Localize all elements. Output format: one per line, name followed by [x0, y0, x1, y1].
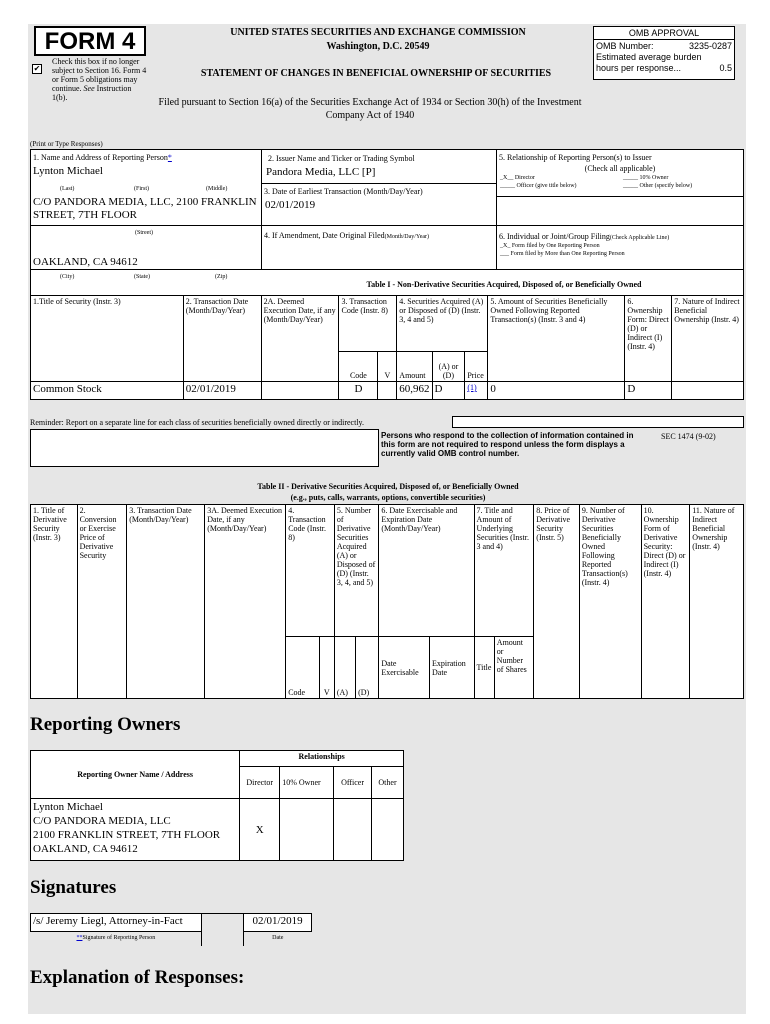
- t2-h-d: (D): [356, 637, 379, 699]
- t1-v: [378, 382, 397, 400]
- t2-h-a: (A): [334, 637, 355, 699]
- box3-label: 3. Date of Earliest Transaction (Month/Day/Year): [264, 187, 423, 196]
- form-title: FORM 4: [34, 26, 146, 56]
- t2-h-subtitle: Title: [474, 637, 494, 699]
- t1-h-deemed: 2A. Deemed Execution Date, if any (Month/Day/Year): [261, 296, 339, 382]
- t1-h-title: 1.Title of Security (Instr. 3): [31, 296, 184, 382]
- box5-sub: (Check all applicable): [584, 164, 656, 173]
- issuer-name: Pandora Media, LLC [P]: [266, 166, 376, 178]
- ro-director-mark: X: [240, 799, 280, 861]
- table1-title: Table I - Non-Derivative Securities Acquired, Disposed of, or Beneficially Owned: [366, 280, 642, 289]
- t1-date: 02/01/2019: [183, 382, 261, 400]
- t1-h-code: 3. Transaction Code (Instr. 8): [339, 296, 397, 352]
- ro-owner-line: 2100 FRANKLIN STREET, 7TH FLOOR: [33, 829, 221, 841]
- form-page: [28, 24, 746, 1014]
- ro-ten-pct: 10% Owner: [280, 767, 334, 799]
- table1: [30, 295, 744, 400]
- omb-approval-box: [593, 26, 735, 80]
- t1-h-price: Price: [465, 352, 488, 382]
- table2-subtitle: (e.g., puts, calls, warrants, options, convertible securities): [290, 493, 486, 502]
- last-label: (Last): [60, 186, 75, 192]
- t1-amount: 60,962: [397, 382, 432, 400]
- t1-code: D: [339, 382, 378, 400]
- ro-director: Director: [240, 767, 280, 799]
- omb-title: OMB APPROVAL: [594, 27, 734, 40]
- middle-label: (Middle): [206, 186, 228, 192]
- t2-h-title: 1. Title of Derivative Security (Instr. 3): [31, 505, 78, 699]
- t1-h-date: 2. Transaction Date (Month/Day/Year): [183, 296, 261, 382]
- t2-h-nature: 11. Nature of Indirect Beneficial Ownership (Instr. 4): [690, 505, 744, 699]
- t1-form: D: [625, 382, 672, 400]
- reporting-person-city: OAKLAND, CA 94612: [33, 256, 138, 268]
- box4-label: 4. If Amendment, Date Original Filed(Month/Day/Year): [264, 231, 430, 240]
- relationship-other: _____ Other (specify below): [623, 183, 693, 189]
- t2-h-price: 8. Price of Derivative Security (Instr. 5): [534, 505, 580, 699]
- state-label: (State): [134, 274, 150, 280]
- t1-h-aord: (A) or (D): [432, 352, 465, 382]
- street-label: (Street): [135, 230, 153, 236]
- reporting-person-name: Lynton Michael: [33, 165, 103, 177]
- signatures-heading: Signatures: [30, 877, 117, 898]
- city-label: (City): [60, 274, 75, 280]
- earliest-transaction-date: 02/01/2019: [265, 199, 316, 211]
- t1-h-securities: 4. Securities Acquired (A) or Disposed of (D) (Instr. 3, 4 and 5): [397, 296, 488, 352]
- ro-owner-line: OAKLAND, CA 94612: [33, 843, 138, 855]
- no-longer-subject-checkbox[interactable]: ✔: [33, 64, 41, 73]
- box2-label: 2. Issuer Name and Ticker or Trading Symbol: [268, 154, 415, 163]
- zip-label: (Zip): [215, 274, 228, 280]
- t2-h-deemed: 3A. Deemed Execution Date, if any (Month/Day/Year): [205, 505, 286, 699]
- persons-notice: Persons who respond to the collection of information contained in this form are not required to respond unless the form displays a currently valid OMB control number.: [381, 431, 634, 458]
- t1-h-code-sub: Code: [339, 352, 378, 382]
- omb-number-value: 3235-0287: [688, 41, 732, 51]
- persons-left-box: [30, 429, 379, 467]
- t2-h-code-sub: Code: [286, 637, 319, 699]
- reporting-person-address: C/O PANDORA MEDIA, LLC, 2100 FRANKLIN STREET, 7TH FLOOR: [33, 196, 257, 221]
- t2-h-underlying: 7. Title and Amount of Underlying Securities (Instr. 3 and 4): [474, 505, 534, 637]
- sec-code: SEC 1474 (9-02): [661, 432, 716, 441]
- box6-label: 6. Individual or Joint/Group Filing(Check Applicable Line): [499, 232, 670, 241]
- t1-owned: 0: [488, 382, 625, 400]
- relationship-officer: _____ Officer (give title below): [500, 183, 577, 189]
- box1-star-link[interactable]: *: [167, 153, 172, 162]
- t2-h-date-ex: Date Exercisable: [379, 637, 430, 699]
- table2: [30, 504, 744, 699]
- omb-burden-label: Estimated average burden: [596, 52, 702, 62]
- t1-nature: [672, 382, 744, 400]
- signatures-table: [30, 913, 312, 946]
- signature-stars-link[interactable]: **: [76, 935, 83, 941]
- check-note-see: See: [83, 84, 95, 93]
- signer-name: /s/ Jeremy Liegl, Attorney-in-Fact: [31, 914, 202, 932]
- t2-h-exp: Expiration Date: [429, 637, 474, 699]
- t1-h-ownership-form: 6. Ownership Form: Direct (D) or Indirect (I) (Instr. 4): [625, 296, 672, 382]
- statement-title: STATEMENT OF CHANGES IN BENEFICIAL OWNERSHIP OF SECURITIES: [200, 68, 552, 79]
- filing-opt1: _X_ Form filed by One Reporting Person: [500, 243, 600, 249]
- t2-h-exercisable: 6. Date Exercisable and Expiration Date (Month/Day/Year): [379, 505, 474, 637]
- reporting-owners-heading: Reporting Owners: [30, 714, 181, 735]
- t1-title: Common Stock: [31, 382, 184, 400]
- omb-hours-value: 0.5: [719, 63, 732, 73]
- t2-h-v: V: [319, 637, 334, 699]
- signature-date: 02/01/2019: [244, 914, 312, 932]
- t2-h-ownership-form: 10. Ownership Form of Derivative Security: Direct (D) or Indirect (I) (Instr. 4): [641, 505, 690, 699]
- t1-h-v: V: [378, 352, 397, 382]
- t1-aord: D: [432, 382, 465, 400]
- omb-number-label: OMB Number:: [596, 41, 654, 51]
- t1-h-nature: 7. Nature of Indirect Beneficial Ownership (Instr. 4): [672, 296, 744, 382]
- ro-owner-cell: [31, 799, 240, 861]
- table-row: [31, 799, 404, 861]
- filed-pursuant: Filed pursuant to Section 16(a) of the Securities Exchange Act of 1934 or Section 30(h) of the Investment Company Act of 1940: [158, 97, 582, 121]
- agency-name: UNITED STATES SECURITIES AND EXCHANGE COMMISSION: [230, 27, 526, 38]
- ro-owner-line: C/O PANDORA MEDIA, LLC: [33, 815, 171, 827]
- t1-deemed: [261, 382, 339, 400]
- t2-h-number-owned: 9. Number of Derivative Securities Beneficially Owned Following Reported Transaction(s) (Instr. 4): [579, 505, 641, 699]
- t2-h-conversion: 2. Conversion or Exercise Price of Derivative Security: [77, 505, 127, 699]
- check-note-instruction: Instruction 1(b).: [52, 84, 132, 102]
- t2-h-date: 3. Transaction Date (Month/Day/Year): [127, 505, 205, 699]
- relationship-ten-pct: _____ 10% Owner: [623, 175, 669, 181]
- table-row: [31, 382, 744, 400]
- reporting-owners-table: [30, 750, 404, 861]
- ro-other: Other: [372, 767, 404, 799]
- box1-label: 1. Name and Address of Reporting Person*: [33, 153, 172, 162]
- first-label: (First): [134, 186, 149, 192]
- agency-city: Washington, D.C. 20549: [326, 41, 430, 52]
- t1-h-amount: Amount: [397, 352, 432, 382]
- t2-h-amount: Amount or Number of Shares: [494, 637, 533, 699]
- ro-officer: Officer: [334, 767, 372, 799]
- ro-relationships: Relationships: [240, 751, 404, 767]
- footnote-1-link[interactable]: (1): [467, 383, 477, 392]
- t1-h-amount-owned: 5. Amount of Securities Beneficially Owned Following Reported Transaction(s) (Instr. 3 and 4): [488, 296, 625, 382]
- explanation-heading: Explanation of Responses:: [30, 967, 245, 988]
- relationship-director: _X__ Director: [500, 175, 535, 181]
- reminder-text: Reminder: Report on a separate line for each class of securities beneficially owned directly or indirectly.: [30, 418, 365, 427]
- signature-label: **Signature of Reporting Person: [76, 935, 156, 941]
- print-type-note: (Print or Type Responses): [30, 140, 103, 148]
- date-label: Date: [272, 935, 284, 941]
- reminder-box: [452, 416, 744, 428]
- ro-name-header: Reporting Owner Name / Address: [31, 751, 240, 799]
- t2-h-code: 4. Transaction Code (Instr. 8): [286, 505, 335, 637]
- t2-h-number: 5. Number of Derivative Securities Acquired (A) or Disposed of (D) (Instr. 3, 4, and 5): [334, 505, 379, 637]
- filing-opt2: ___ Form filed by More than One Reporting Person: [500, 251, 625, 257]
- ro-owner-line: Lynton Michael: [33, 801, 103, 813]
- table2-title: Table II - Derivative Securities Acquired, Disposed of, or Beneficially Owned: [257, 482, 519, 491]
- omb-hours-label: hours per response...: [596, 63, 682, 73]
- check-note: Check this box if no longer subject to Section 16. Form 4 or Form 5 obligations may continue. See Instruction 1(b).: [52, 57, 147, 102]
- box5-label: 5. Relationship of Reporting Person(s) to Issuer: [499, 153, 652, 162]
